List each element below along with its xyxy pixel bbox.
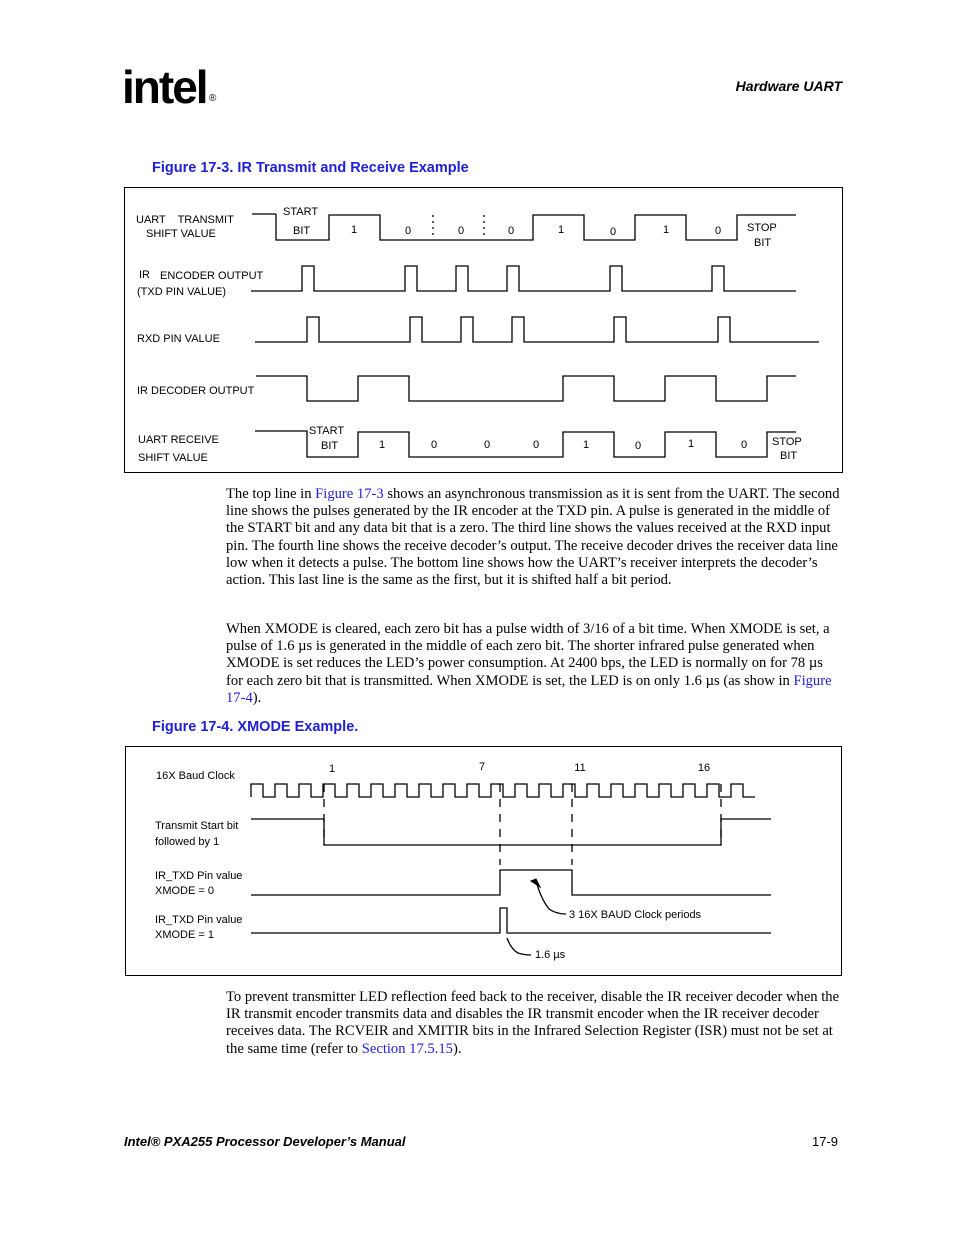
encoder-output-label: ENCODER OUTPUT [160,270,264,282]
rx-bit-value: 1 [378,439,386,451]
figure2-box [125,746,842,976]
tx-stop-label: STOP [747,222,777,234]
clock-tick-label: 1 [328,763,336,775]
figure2-title: Figure 17-4. XMODE Example. [152,719,359,735]
tx-bit-value: 0 [457,225,465,237]
footer-page-number: 17-9 [811,1134,838,1149]
registered-mark: ® [209,93,217,104]
rx-bit-value: 0 [740,439,748,451]
ir-decoder-output-label: IR DECODER OUTPUT [137,385,255,397]
xmode-timing-diagram [126,747,843,977]
figure-17-3-link[interactable]: Figure 17-3 [315,486,384,502]
tx-bit-value: 1 [557,224,565,236]
uart-transmit-label-2: SHIFT VALUE [146,228,216,240]
transmit-start-label: Transmit Start bit [155,820,239,832]
tx-bit-value: 0 [609,226,617,238]
uart-receive-label-2: SHIFT VALUE [138,452,208,464]
rx-bit-value: 1 [687,438,695,450]
figure1-box [124,187,843,473]
pulse-width-annotation: 1.6 µs [535,949,566,961]
rx-stop-label: STOP [772,436,802,448]
clock-periods-annotation: 3 16X BAUD Clock periods [569,909,702,921]
rx-stop-bit-label: BIT [780,450,798,462]
paragraph-2 [226,621,842,707]
tx-bit-value: 1 [350,224,358,236]
clock-tick-label: 16 [697,762,711,774]
rx-bit-value: 0 [634,440,642,452]
uart-receive-label: UART RECEIVE [138,434,219,446]
txd-pin-value-label: (TXD PIN VALUE) [137,286,227,298]
intel-logo: intel [122,61,207,113]
rx-bit-value: 1 [582,439,590,451]
tx-bit-value: 1 [662,224,670,236]
tx-start-label: START [283,206,319,218]
paragraph-1-text-cont: shows an asynchronous transmission as it is sent from the UART. The second line shows the pulses generated by the IR encoder at the TXD pin. A pulse is generated in the middle of the START bit and any data bit that is a zero. The third line shows the values received at the RXD input pin. The fourth line shows the receive decoder’s output. The receive decoder drives the receiver data line low when it detects a pulse. The bottom line shows how the UART’s receiver interprets the decoder’s action. This last line is the same as the first, but it is shifted half a bit period. [226,486,840,589]
paragraph-2-text-cont: ). [252,689,262,706]
tx-start-bit-label: BIT [293,225,311,237]
ir-txd-xmode0-label: IR_TXD Pin value [155,870,243,882]
baud-clock-label: 16X Baud Clock [156,770,235,782]
clock-tick-label: 7 [478,761,486,773]
paragraph-1 [226,486,842,589]
ir-txd-xmode1-label-2: XMODE = 1 [155,929,214,941]
section-header: Hardware UART [735,78,842,94]
rx-bit-value: 0 [483,439,491,451]
figure-17-4-link[interactable]: Figure 17-4 [226,672,832,706]
footer-manual-title: Intel® PXA255 Processor Developer’s Manual [124,1134,406,1149]
tx-bit-value: 0 [714,225,722,237]
tx-bit-value: 0 [507,225,515,237]
paragraph-3-text: To prevent transmitter LED reflection feed back to the receiver, disable the IR receiver decoder when the IR transmit encoder transmits data and disables the IR transmit encoder when the IR receiver decoder receives data. The RCVEIR and XMITIR bits in the Infrared Selection Register (ISR) must not be set at the same time (refer to [226,989,840,1057]
clock-tick-label: 11 [574,762,586,774]
ir-txd-xmode1-label: IR_TXD Pin value [155,914,243,926]
figure1-title: Figure 17-3. IR Transmit and Receive Example [152,160,469,176]
ir-txd-xmode0-label-2: XMODE = 0 [155,885,214,897]
tx-bit-value: 0 [404,225,412,237]
uart-transmit-label: UART TRANSMIT [136,214,234,226]
ir-label: IR [139,269,150,281]
rx-bit-value: 0 [532,439,540,451]
paragraph-1-text: The top line in [226,486,316,502]
paragraph-3 [226,989,842,1058]
rx-start-bit-label: BIT [321,440,339,452]
ir-timing-diagram [125,188,844,474]
section-17-5-15-link[interactable]: Section 17.5.15 [361,1040,453,1057]
paragraph-3-text-cont: ). [452,1040,462,1057]
rx-bit-value: 0 [430,439,438,451]
tx-bit-values [351,224,721,238]
paragraph-2-text: When XMODE is cleared, each zero bit has a pulse width of 3/16 of a bit time. When XMODE is set, a pulse of 1.6 µs is generated in the middle of each zero bit. The shorter infrared pulse generated when XMODE is set reduces the LED’s power consumption. At 2400 bps, the LED is normally on for 78 µs for each zero bit that is transmitted. When XMODE is set, the LED is on only 1.6 µs (as show in [226,621,830,689]
rx-start-label: START [309,425,345,437]
tx-stop-bit-label: BIT [754,237,772,249]
rxd-pin-value-label: RXD PIN VALUE [137,333,220,345]
transmit-start-label-2: followed by 1 [155,836,220,848]
